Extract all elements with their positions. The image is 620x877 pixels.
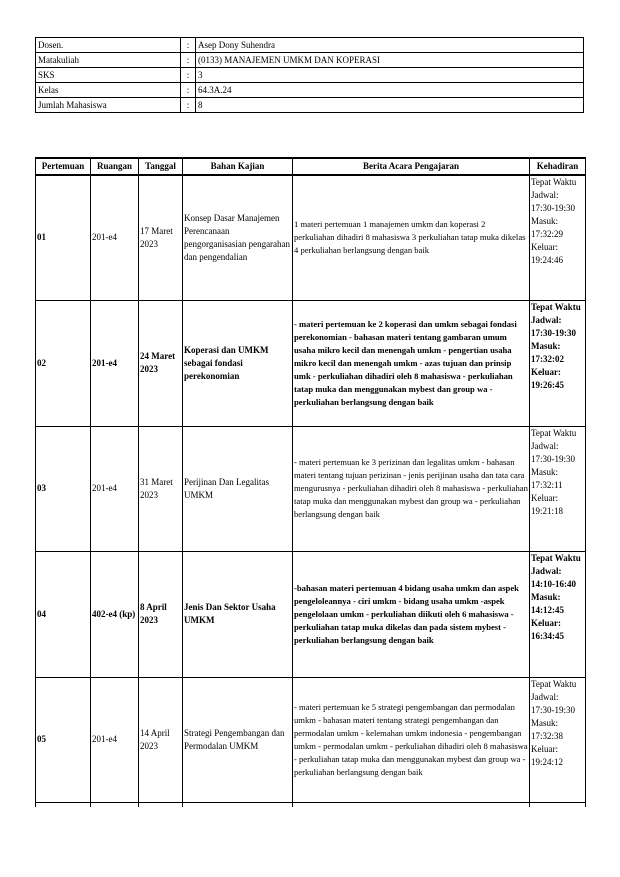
cell-ruangan: 201-e4: [91, 677, 139, 802]
continuation-cell: [293, 802, 530, 807]
cell-tanggal: 24 Maret 2023: [139, 300, 183, 426]
col-header-ruangan: Ruangan: [91, 158, 139, 175]
continuation-cell: [183, 802, 293, 807]
table-row: [36, 677, 586, 802]
cell-pertemuan: 04: [36, 551, 91, 677]
info-sep: :: [181, 53, 196, 68]
info-key: Dosen.: [36, 38, 181, 53]
info-value: 8: [196, 98, 584, 113]
cell-pertemuan: 05: [36, 677, 91, 802]
info-key: Matakuliah: [36, 53, 181, 68]
cell-ruangan: 402-e4 (kp): [91, 551, 139, 677]
cell-tanggal: 31 Maret 2023: [139, 426, 183, 551]
cell-tanggal: 14 April 2023: [139, 677, 183, 802]
info-row-kelas: [36, 83, 584, 98]
info-key: Kelas: [36, 83, 181, 98]
cell-kehadiran: Tepat Waktu Jadwal: 14:10-16:40 Masuk: 14:12:45 Keluar: 16:34:45: [530, 551, 586, 677]
cell-bahan-kajian: Jenis Dan Sektor Usaha UMKM: [183, 551, 293, 677]
info-value: 64.3A.24: [196, 83, 584, 98]
table-row: [36, 551, 586, 677]
cell-bahan-kajian: Strategi Pengembangan dan Permodalan UMKM: [183, 677, 293, 802]
info-value: 3: [196, 68, 584, 83]
col-header-berita-acara: Berita Acara Pengajaran: [293, 158, 530, 175]
cell-bahan-kajian: Perijinan Dan Legalitas UMKM: [183, 426, 293, 551]
cell-kehadiran: Tepat Waktu Jadwal: 17:30-19:30 Masuk: 17:32:02 Keluar: 19:26:45: [530, 300, 586, 426]
cell-pertemuan: 02: [36, 300, 91, 426]
cell-ruangan: 201-e4: [91, 300, 139, 426]
cell-tanggal: 17 Maret 2023: [139, 175, 183, 300]
table-row: [36, 426, 586, 551]
info-row-jumlah-mahasiswa: [36, 98, 584, 113]
info-row-sks: [36, 68, 584, 83]
cell-pertemuan: 03: [36, 426, 91, 551]
info-row-matakuliah: [36, 53, 584, 68]
col-header-kehadiran: Kehadiran: [530, 158, 586, 175]
col-header-bahan-kajian: Bahan Kajian: [183, 158, 293, 175]
cell-bahan-kajian: Koperasi dan UMKM sebagai fondasi perekonomian: [183, 300, 293, 426]
table-header-row: [36, 158, 586, 175]
table-row: [36, 175, 586, 300]
info-value: Asep Dony Suhendra: [196, 38, 584, 53]
info-row-dosen: [36, 38, 584, 53]
info-sep: :: [181, 38, 196, 53]
info-key: SKS: [36, 68, 181, 83]
meeting-log-table: [35, 157, 586, 807]
cell-tanggal: 8 April 2023: [139, 551, 183, 677]
cell-berita-acara: - materi pertemuan ke 3 perizinan dan legalitas umkm - bahasan materi tentang tujuan perizinan - jenis perijinan usaha dan tata cara mengurusnya - perkuliahan dihadiri oleh 8 mahasiswa - perkuliahan tatap muka dan menggunakan mybest dan group wa - perkuliahan berlangsung dengan baik: [293, 426, 530, 551]
cell-berita-acara: - materi pertemuan ke 2 koperasi dan umkm sebagai fondasi perekonomian - bahasan materi tentang gambaran umum usaha mikro kecil dan menengah umkm - pengertian usaha mikro kecil dan menengah umkm - azas tujuan dan prinsip umk - perkuliahan dihadiri oleh 8 mahasiswa - perkuliahan tatap muka dan menggunakan mybest dan group wa - perkuliahan berlangsung dengan baik: [293, 300, 530, 426]
col-header-tanggal: Tanggal: [139, 158, 183, 175]
continuation-cell: [91, 802, 139, 807]
course-info-table: [35, 37, 584, 113]
info-sep: :: [181, 98, 196, 113]
table-row: [36, 300, 586, 426]
info-sep: :: [181, 68, 196, 83]
cell-berita-acara: -bahasan materi pertemuan 4 bidang usaha umkm dan aspek pengeloleannya - ciri umkm - bidang usaha umkm -aspek pengelolaan umkm - perkuliahan diikuti oleh 6 mahasiswa - perkuliahan tatap muka dikelas dan pada sistem mybest - perkuliahan berlangsung dengan baik: [293, 551, 530, 677]
col-header-pertemuan: Pertemuan: [36, 158, 91, 175]
continuation-cell: [139, 802, 183, 807]
info-key: Jumlah Mahasiswa: [36, 98, 181, 113]
info-sep: :: [181, 83, 196, 98]
cell-kehadiran: Tepat Waktu Jadwal: 17:30-19:30 Masuk: 17:32:11 Keluar: 19:21:18: [530, 426, 586, 551]
cell-berita-acara: 1 materi pertemuan 1 manajemen umkm dan koperasi 2 perkuliahan dihadiri 8 mahasiswa 3 perkuliahan tatap muka dikelas 4 perkuliahan berlangsung dengan baik: [293, 175, 530, 300]
cell-bahan-kajian: Konsep Dasar Manajemen Perencanaan pengorganisasian pengarahan dan pengendalian: [183, 175, 293, 300]
continuation-cell: [530, 802, 586, 807]
cell-ruangan: 201-e4: [91, 426, 139, 551]
cell-kehadiran: Tepat Waktu Jadwal: 17:30-19:30 Masuk: 17:32:29 Keluar: 19:24:46: [530, 175, 586, 300]
cell-pertemuan: 01: [36, 175, 91, 300]
info-value: (0133) MANAJEMEN UMKM DAN KOPERASI: [196, 53, 584, 68]
cell-kehadiran: Tepat Waktu Jadwal: 17:30-19:30 Masuk: 17:32:38 Keluar: 19:24:12: [530, 677, 586, 802]
cell-berita-acara: - materi pertemuan ke 5 strategi pengembangan dan permodalan umkm - bahasan materi tentang strategi pengembangan dan permodalan umkm - kelemahan umkm indonesia - pengembangan umkm - permodalan umkm - perkuliahan dihadiri oleh 8 mahasiswa - perkuliahan tatap muka dan menggunakan mybest dan group wa - perkuliahan berlangsung dengan baik: [293, 677, 530, 802]
table-continuation-row: [36, 802, 586, 807]
cell-ruangan: 201-e4: [91, 175, 139, 300]
continuation-cell: [36, 802, 91, 807]
